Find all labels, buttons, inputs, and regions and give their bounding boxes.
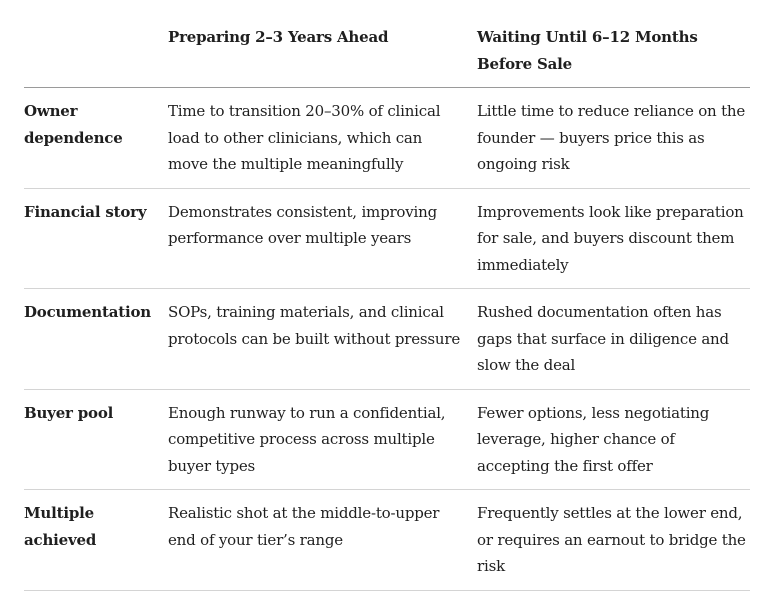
row-label: Financial story [24, 202, 147, 221]
cell-preparing-ahead: Realistic shot at the middle-to-upper end of your tier’s range [168, 504, 440, 549]
comparison-table [24, 16, 750, 591]
cell-preparing-ahead: Enough runway to run a confidential, competitive process across multiple buyer types [168, 403, 446, 475]
row-label: Buyer pool [24, 403, 114, 422]
row-label: Owner dependence [24, 102, 123, 147]
cell-waiting-until: Fewer options, less negotiating leverage, higher chance of accepting the first offer [477, 403, 710, 475]
cell-preparing-ahead: Demonstrates consistent, improving performance over multiple years [168, 202, 438, 247]
cell-preparing-ahead: Time to transition 20–30% of clinical load to other clinicians, which can move the multiple meaningfully [168, 102, 441, 173]
table-row [24, 88, 750, 189]
table-row [24, 490, 750, 591]
table-header-row [24, 16, 750, 88]
header-empty-cell [24, 24, 168, 77]
row-label: Documentation [24, 303, 151, 321]
cell-waiting-until: Frequently settles at the lower end, or requires an earnout to bridge the risk [477, 504, 746, 575]
cell-waiting-until: Rushed documentation often has gaps that surface in diligence and slow the deal [477, 303, 729, 374]
table-row [24, 390, 750, 491]
row-label: Multiple achieved [24, 504, 97, 549]
cell-waiting-until: Improvements look like preparation for sale, and buyers discount them immediately [477, 202, 744, 274]
cell-preparing-ahead: SOPs, training materials, and clinical protocols can be built without pressure [168, 303, 460, 348]
table-row [24, 189, 750, 290]
header-preparing-ahead: Preparing 2–3 Years Ahead [168, 28, 389, 46]
header-waiting-until: Waiting Until 6–12 Months Before Sale [477, 28, 698, 73]
cell-waiting-until: Little time to reduce reliance on the founder — buyers price this as ongoing risk [477, 102, 746, 173]
table-row [24, 289, 750, 390]
